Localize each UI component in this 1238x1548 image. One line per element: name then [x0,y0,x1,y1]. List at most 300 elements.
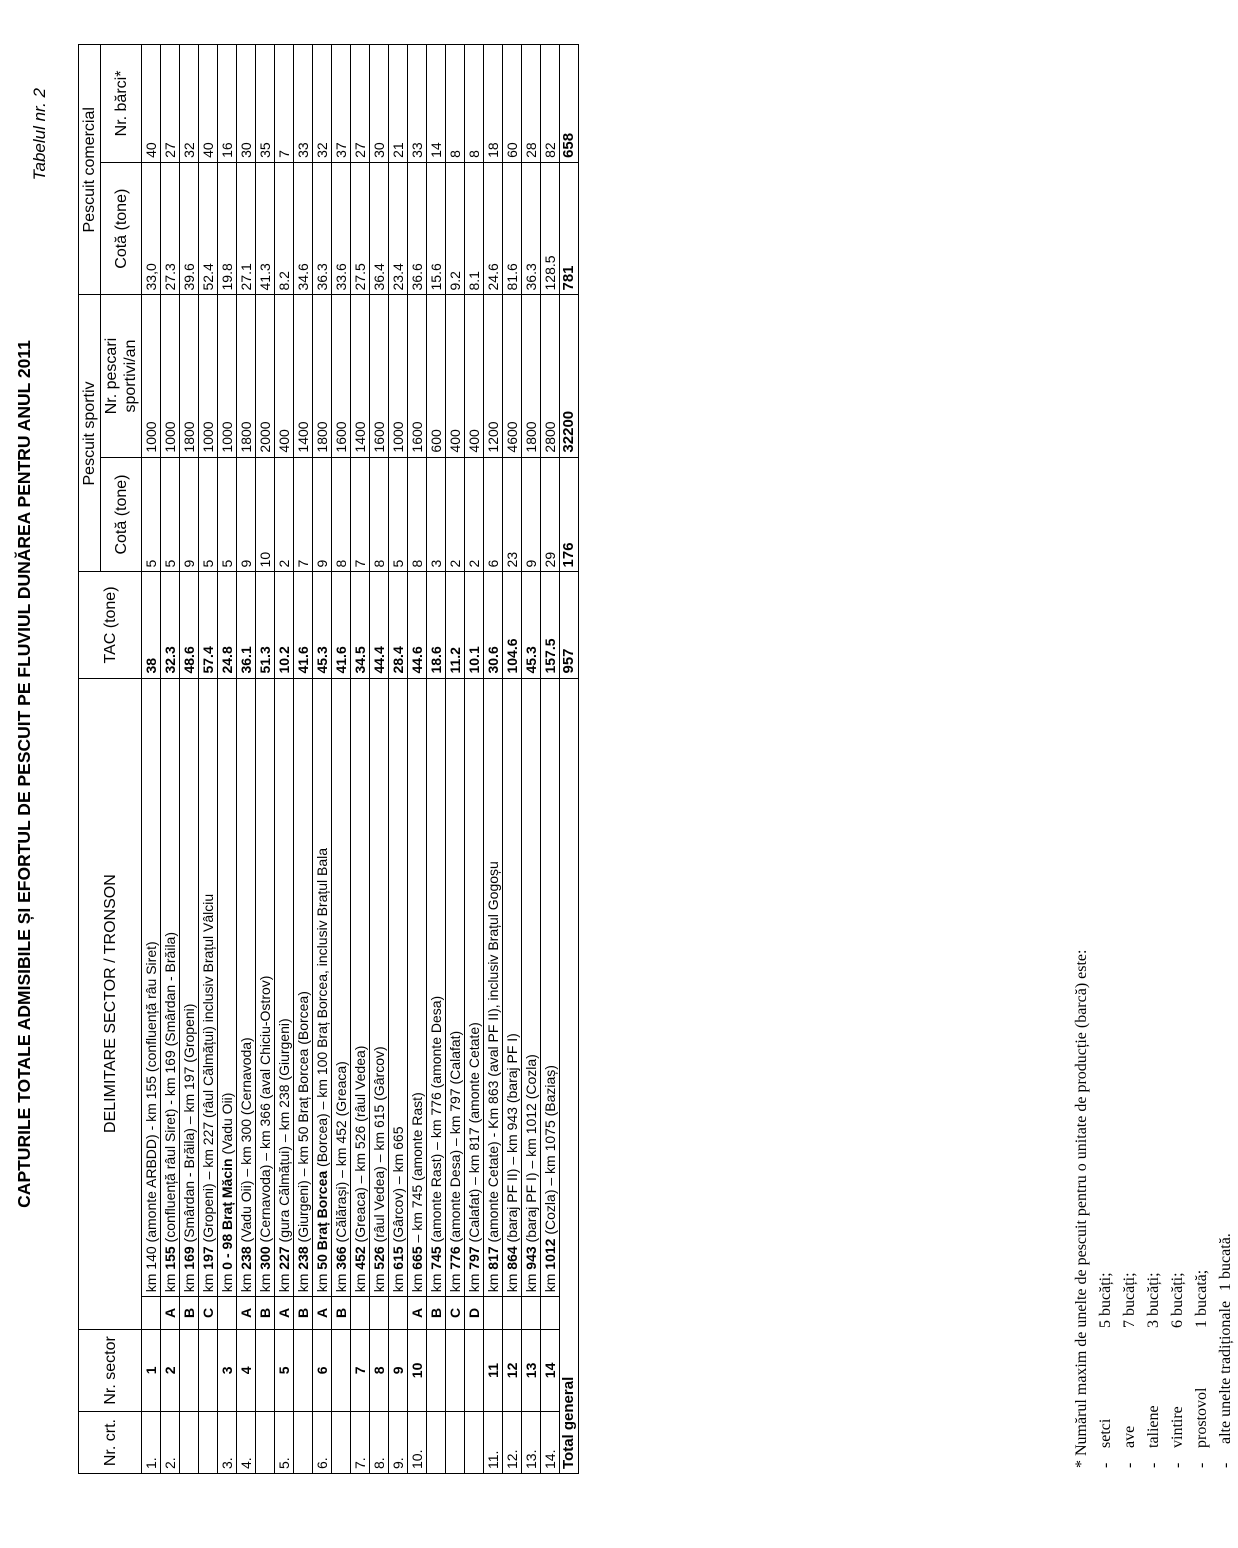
row-cota-sportiv: 5 [218,457,237,572]
row-nr-barci: 32 [180,45,199,163]
row-cota-comercial: 27.1 [237,162,256,295]
footnote-tool-name: prostovol [1193,1387,1210,1448]
header-nr-sector: Nr. sector [79,1329,142,1411]
delimitare-part: km [162,1269,178,1293]
delimitare-part: (amonte Desa) – km 797 (Calafat) [447,1030,463,1247]
row-delimitare [313,678,332,1297]
row-nr-sector: 13 [522,1329,541,1411]
row-nr-crt: 11. [484,1412,503,1474]
row-cota-sportiv: 7 [294,457,313,572]
row-nr-crt: 1. [142,1412,161,1474]
row-nr-pescari: 1600 [370,295,389,457]
row-nr-barci: 16 [218,45,237,163]
total-nr-barci: 658 [560,45,579,163]
row-delimitare [427,678,446,1297]
row-subsector [522,1297,541,1329]
delimitare-part: km [447,1269,463,1293]
row-subsector: A [275,1297,294,1329]
row-nr-pescari: 2800 [541,295,560,457]
row-nr-barci: 82 [541,45,560,163]
delimitare-part: 745 [428,1246,444,1270]
row-nr-sector: 5 [275,1329,294,1411]
delimitare-part: 238 [238,1246,254,1270]
row-nr-crt [294,1412,313,1474]
footnote-dash: - [1193,1462,1210,1468]
row-cota-comercial: 36.4 [370,162,389,295]
table-row [237,45,256,1474]
row-cota-comercial: 34.6 [294,162,313,295]
row-nr-pescari: 1600 [332,295,351,457]
row-nr-crt: 6. [313,1412,332,1474]
delimitare-part: km 140 (amonte ARBDD) - km 155 (confluență râu Siret) [143,941,159,1293]
delimitare-part: km [428,1269,444,1293]
row-cota-sportiv: 2 [275,457,294,572]
row-cota-sportiv: 2 [465,457,484,572]
row-nr-crt [465,1412,484,1474]
row-nr-barci: 7 [275,45,294,163]
footnote-intro: * Numărul maxim de unelte de pescuit pentru o unitate de producție (barcă) este: [1073,949,1090,1468]
row-tac: 11.2 [446,572,465,678]
row-nr-crt: 4. [237,1412,256,1474]
row-nr-crt: 14. [541,1412,560,1474]
row-nr-sector: 8 [370,1329,389,1411]
row-subsector: C [199,1297,218,1329]
row-nr-barci: 27 [351,45,370,163]
header-cota-comercial: Cotă (tone) [101,162,142,295]
header-pescuit-comercial: Pescuit comercial [79,45,101,296]
delimitare-part: (Smârdan - Brăila) – km 197 (Gropeni) [181,1003,197,1247]
row-subsector: B [332,1297,351,1329]
table-row [370,45,389,1474]
row-subsector [484,1297,503,1329]
row-tac: 51.3 [256,572,275,678]
table-row [142,45,161,1474]
row-subsector [351,1297,370,1329]
row-tac: 32.3 [161,572,180,678]
header-nr-pescari: Nr. pescari sportivi/an [101,295,142,457]
row-cota-comercial: 19.8 [218,162,237,295]
total-label: Total general [560,678,579,1473]
delimitare-part: (Greaca) – km 526 (râul Vedea) [352,1045,368,1247]
table-row [180,45,199,1474]
row-tac: 18.6 [427,572,446,678]
row-tac: 44.4 [370,572,389,678]
row-nr-pescari: 1000 [389,295,408,457]
row-delimitare [142,678,161,1297]
row-cota-comercial: 81.6 [503,162,522,295]
row-delimitare [541,678,560,1297]
delimitare-part: 50 Braț Borcea [314,1170,330,1270]
row-delimitare [408,678,427,1297]
row-cota-comercial: 8.2 [275,162,294,295]
footnote-items [1094,950,1214,1468]
delimitare-part: 366 [333,1246,349,1270]
table-row [313,45,332,1474]
row-subsector: A [237,1297,256,1329]
row-nr-crt: 7. [351,1412,370,1474]
row-cota-sportiv: 5 [161,457,180,572]
row-tac: 36.1 [237,572,256,678]
row-nr-barci: 21 [389,45,408,163]
row-tac: 34.5 [351,572,370,678]
row-nr-sector: 3 [218,1329,237,1411]
row-subsector [370,1297,389,1329]
delimitare-part: km [485,1269,501,1293]
row-subsector: A [313,1297,332,1329]
delimitare-part: (Gârcov) – km 665 [390,1126,406,1247]
footnote-tool-value: 1 bucată; [1193,1269,1210,1328]
row-nr-barci: 30 [237,45,256,163]
delimitare-part: 797 [466,1246,482,1270]
row-cota-sportiv: 6 [484,457,503,572]
row-nr-pescari: 400 [275,295,294,457]
row-nr-sector: 1 [142,1329,161,1411]
row-tac: 41.6 [294,572,313,678]
footnote-tool-value: 5 bucăți; [1097,1272,1114,1328]
delimitare-part: (Călărași) – km 452 (Greaca) [333,1061,349,1247]
delimitare-part: km [466,1269,482,1293]
footnote-tool-name: ave [1121,1425,1138,1448]
delimitare-part: 238 [295,1246,311,1270]
table-row [389,45,408,1474]
delimitare-part: km [504,1269,520,1293]
header-nr-crt: Nr. crt. [79,1412,142,1474]
footnote-tool-value: 1 bucată. [1217,1233,1234,1291]
delimitare-part: 615 [390,1246,406,1270]
delimitare-part: km [276,1269,292,1293]
row-subsector: A [161,1297,180,1329]
table-row [161,45,180,1474]
row-delimitare [294,678,313,1297]
delimitare-part: (Cernavoda) – km 366 (aval Chiciu-Ostrov) [257,975,273,1247]
table-row [408,45,427,1474]
row-nr-crt: 8. [370,1412,389,1474]
row-nr-crt: 9. [389,1412,408,1474]
row-nr-sector: 4 [237,1329,256,1411]
delimitare-part: (confluență râul Siret) - km 169 (Smârdan - Brăila) [162,931,178,1247]
row-nr-sector: 2 [161,1329,180,1411]
row-delimitare [332,678,351,1297]
row-tac: 10.2 [275,572,294,678]
delimitare-part: 197 [200,1246,216,1270]
footnote-dash: - [1217,1462,1234,1468]
header-nr-barci: Nr. bărci* [101,45,142,163]
header-delimitare: DELIMITARE SECTOR / TRONSON [79,678,142,1329]
row-nr-barci: 8 [446,45,465,163]
row-nr-pescari: 1400 [351,295,370,457]
row-nr-pescari: 1000 [218,295,237,457]
table-row [484,45,503,1474]
delimitare-part: km [238,1269,254,1293]
row-nr-sector [446,1329,465,1411]
row-nr-crt: 3. [218,1412,237,1474]
row-cota-comercial: 39.6 [180,162,199,295]
row-nr-pescari: 1600 [408,295,427,457]
footnote-item [1190,950,1214,1468]
row-delimitare [370,678,389,1297]
row-delimitare [180,678,199,1297]
row-cota-comercial: 41.3 [256,162,275,295]
row-delimitare [199,678,218,1297]
row-delimitare [484,678,503,1297]
footnote-tool-value: 3 bucăți; [1145,1272,1162,1328]
row-cota-comercial: 128.5 [541,162,560,295]
delimitare-part: (baraj PF I) – km 1012 (Cozla) [523,1054,539,1247]
row-cota-comercial: 27.5 [351,162,370,295]
row-tac: 44.6 [408,572,427,678]
total-cota-sportiv: 176 [560,457,579,572]
row-cota-comercial: 27.3 [161,162,180,295]
total-row [560,45,579,1474]
catch-table [78,44,579,1474]
row-tac: 45.3 [313,572,332,678]
row-delimitare [465,678,484,1297]
delimitare-part: (râul Vedea) – km 615 (Gârcov) [371,1046,387,1247]
delimitare-part: 665 [409,1246,425,1270]
delimitare-part: 817 [485,1246,501,1270]
row-cota-comercial: 36.6 [408,162,427,295]
row-nr-barci: 8 [465,45,484,163]
delimitare-part: km [542,1269,558,1293]
row-delimitare [389,678,408,1297]
row-delimitare [522,678,541,1297]
delimitare-part: km [352,1269,368,1293]
row-tac: 10.1 [465,572,484,678]
footnote-tool-value: 7 bucăți; [1121,1272,1138,1328]
row-cota-comercial: 23.4 [389,162,408,295]
footnote-item [1094,950,1118,1468]
table-row [465,45,484,1474]
delimitare-part: km [181,1269,197,1293]
row-delimitare [218,678,237,1297]
row-cota-comercial: 36.3 [522,162,541,295]
row-cota-comercial: 33,0 [142,162,161,295]
row-cota-sportiv: 3 [427,457,446,572]
row-nr-pescari: 1000 [142,295,161,457]
row-cota-sportiv: 8 [408,457,427,572]
delimitare-part: 864 [504,1246,520,1270]
row-tac: 45.3 [522,572,541,678]
row-cota-comercial: 15.6 [427,162,446,295]
delimitare-part: km [219,1269,235,1293]
row-nr-pescari: 400 [465,295,484,457]
row-delimitare [351,678,370,1297]
row-nr-barci: 30 [370,45,389,163]
row-delimitare [161,678,180,1297]
row-nr-pescari: 1800 [237,295,256,457]
delimitare-part: 452 [352,1246,368,1270]
row-subsector: B [180,1297,199,1329]
row-nr-crt: 10. [408,1412,427,1474]
delimitare-part: 776 [447,1246,463,1270]
table-row [522,45,541,1474]
table-row [218,45,237,1474]
row-nr-pescari: 1200 [484,295,503,457]
row-delimitare [446,678,465,1297]
row-nr-barci: 35 [256,45,275,163]
row-nr-pescari: 1800 [180,295,199,457]
delimitare-part: (Vadu Oii) – km 300 (Cernavoda) [238,1037,254,1247]
row-tac: 57.4 [199,572,218,678]
delimitare-part: 227 [276,1246,292,1270]
row-cota-sportiv: 23 [503,457,522,572]
row-cota-sportiv: 5 [199,457,218,572]
footnote-tool-name: setci [1097,1418,1114,1448]
delimitare-part: (Cozla) – km 1075 (Baziaș) [542,1065,558,1239]
row-cota-comercial: 33.6 [332,162,351,295]
total-nr-pescari: 32200 [560,295,579,457]
delimitare-part: (Gropeni) – km 227 (râul Călmățui) inclusiv Brațul Vâlciu [200,893,216,1247]
row-nr-sector [294,1329,313,1411]
row-nr-barci: 40 [142,45,161,163]
row-cota-sportiv: 8 [332,457,351,572]
row-nr-crt: 12. [503,1412,522,1474]
footnote-item [1142,950,1166,1468]
row-cota-sportiv: 5 [142,457,161,572]
row-nr-crt [446,1412,465,1474]
table-label: Tabelul nr. 2 [30,88,49,181]
row-tac: 38 [142,572,161,678]
row-nr-sector: 9 [389,1329,408,1411]
delimitare-part: km [314,1269,330,1293]
row-tac: 104.6 [503,572,522,678]
row-nr-crt [199,1412,218,1474]
row-cota-comercial: 8.1 [465,162,484,295]
row-nr-sector [180,1329,199,1411]
footnote-item [1214,950,1238,1468]
row-nr-sector [465,1329,484,1411]
delimitare-part: 526 [371,1246,387,1270]
row-delimitare [503,678,522,1297]
row-cota-sportiv: 8 [370,457,389,572]
row-nr-pescari: 4600 [503,295,522,457]
row-nr-pescari: 2000 [256,295,275,457]
row-subsector [218,1297,237,1329]
footnote-tool-name: taliene [1145,1405,1162,1448]
delimitare-part: km [333,1269,349,1293]
row-nr-crt [256,1412,275,1474]
row-subsector: B [427,1297,446,1329]
footnote-dash: - [1145,1462,1162,1468]
row-tac: 48.6 [180,572,199,678]
row-subsector [389,1297,408,1329]
row-nr-pescari: 1800 [313,295,332,457]
footnote-item [1118,950,1142,1468]
row-subsector [142,1297,161,1329]
row-cota-comercial: 24.6 [484,162,503,295]
row-nr-barci: 27 [161,45,180,163]
row-nr-sector: 11 [484,1329,503,1411]
delimitare-part: 1012 [542,1238,558,1270]
row-subsector: B [294,1297,313,1329]
table-row [275,45,294,1474]
row-nr-barci: 37 [332,45,351,163]
row-nr-pescari: 1000 [199,295,218,457]
row-nr-barci: 40 [199,45,218,163]
table-row [199,45,218,1474]
row-cota-sportiv: 2 [446,457,465,572]
row-cota-comercial: 52.4 [199,162,218,295]
row-subsector: B [256,1297,275,1329]
footnote-tool-name: alte unelte tradiționale [1217,1300,1234,1444]
footnote [1070,950,1238,1468]
footnote-dash: - [1097,1462,1114,1468]
delimitare-part: (amonte Rast) – km 776 (amonte Desa) [428,995,444,1247]
row-cota-sportiv: 9 [522,457,541,572]
row-nr-pescari: 600 [427,295,446,457]
row-tac: 30.6 [484,572,503,678]
delimitare-part: km [295,1269,311,1293]
delimitare-part: 0 - 98 Braț Măcin [219,1158,235,1270]
delimitare-part: (Calafat) – km 817 (amonte Cetate) [466,1022,482,1247]
row-nr-sector [332,1329,351,1411]
table-row [294,45,313,1474]
row-cota-sportiv: 9 [237,457,256,572]
row-nr-crt [180,1412,199,1474]
row-nr-sector: 10 [408,1329,427,1411]
delimitare-part: (Vadu Oii) [219,1092,235,1159]
row-nr-crt: 13. [522,1412,541,1474]
footnote-dash: - [1121,1462,1138,1468]
row-nr-pescari: 1400 [294,295,313,457]
row-delimitare [275,678,294,1297]
table-row [351,45,370,1474]
row-nr-sector: 12 [503,1329,522,1411]
row-cota-sportiv: 29 [541,457,560,572]
footnote-dash: - [1169,1462,1186,1468]
row-cota-sportiv: 10 [256,457,275,572]
table-row [503,45,522,1474]
delimitare-part: (amonte Cetate) - Km 863 (aval PF II), inclusiv Brațul Gogoșu [485,861,501,1247]
row-nr-sector [199,1329,218,1411]
row-tac: 157.5 [541,572,560,678]
row-nr-barci: 60 [503,45,522,163]
delimitare-part: 300 [257,1246,273,1270]
row-subsector: D [465,1297,484,1329]
row-subsector [541,1297,560,1329]
header-cota-sportiv: Cotă (tone) [101,457,142,572]
header-pescuit-sportiv: Pescuit sportiv [79,295,101,572]
row-nr-barci: 32 [313,45,332,163]
page-title: CAPTURILE TOTALE ADMISIBILE ȘI EFORTUL DE PESCUIT PE FLUVIUL DUNĂREA PENTRU ANUL 2011 [14,340,34,1208]
row-nr-crt [427,1412,446,1474]
row-cota-comercial: 9.2 [446,162,465,295]
row-nr-barci: 33 [294,45,313,163]
total-tac: 957 [560,572,579,678]
delimitare-part: km [390,1269,406,1293]
delimitare-part: km [200,1269,216,1293]
footnote-item [1166,950,1190,1468]
row-subsector: C [446,1297,465,1329]
delimitare-part: (Borcea) – km 100 Braț Borcea, inclusiv Brațul Bala [314,847,330,1171]
table-body [142,45,560,1474]
row-nr-sector: 7 [351,1329,370,1411]
delimitare-part: 943 [523,1246,539,1270]
table-row [427,45,446,1474]
header-tac: TAC (tone) [79,572,142,678]
row-tac: 28.4 [389,572,408,678]
footnote-tool-name: vintire [1169,1406,1186,1448]
row-tac: 24.8 [218,572,237,678]
row-nr-barci: 28 [522,45,541,163]
table-row [541,45,560,1474]
row-nr-pescari: 400 [446,295,465,457]
delimitare-part: km [523,1269,539,1293]
delimitare-part: km [371,1269,387,1293]
row-nr-barci: 33 [408,45,427,163]
row-nr-sector: 6 [313,1329,332,1411]
row-nr-sector [427,1329,446,1411]
